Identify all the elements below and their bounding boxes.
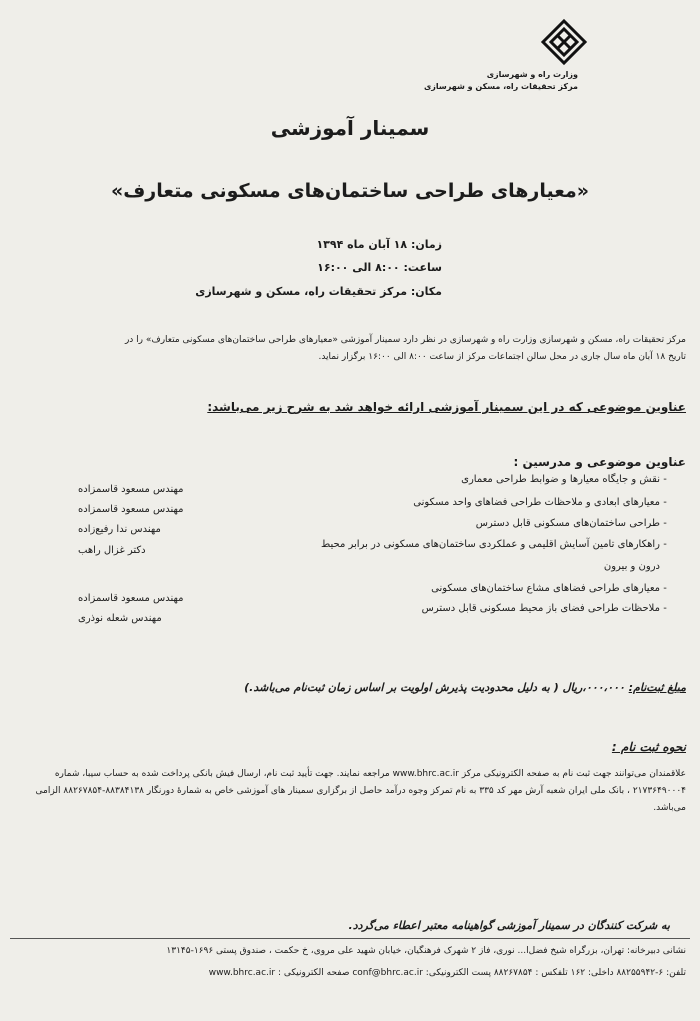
intro-line-2: تاریخ ۱۸ آبان ماه سال جاری در محل سالن اجتماعات مرکز از ساعت ۸:۰۰ الی ۱۶:۰۰ برگزار نماید. — [318, 352, 686, 362]
footer-divider — [10, 938, 690, 939]
topic-item: -معیارهای طراحی فضاهای مشاع ساختمان‌های مسکونی — [431, 583, 667, 594]
topic-item-continued: درون و بیرون — [603, 561, 660, 572]
lecturer-name: مهندس ندا رفیع‌زاده — [78, 524, 161, 535]
bhrc-logo-icon — [540, 18, 588, 66]
registration-line-3: می‌باشد. — [653, 803, 686, 813]
footer-address: نشانی دبیرخانه: تهران، بزرگراه شیخ فضل‌ا... نوری، فاز ۲ شهرک فرهنگیان، خیابان شهید علی مروی، خ حکمت ، صندوق پستی ۱۶۹۶-۱۳۱۴۵ — [166, 946, 686, 956]
topic-item: -راهکارهای تامین آسایش اقلیمی و عملکردی ساختمان‌های مسکونی در برابر محیط — [321, 539, 667, 550]
lecturer-name: دکتر غزال راهب — [78, 545, 146, 556]
seminar-subtitle: «معیارهای طراحی ساختمان‌های مسکونی متعارف» — [110, 180, 590, 202]
registration-line-1: علاقمندان می‌توانند جهت ثبت نام به صفحه الکترونیکی مرکز www.bhrc.ac.ir مراجعه نمایند. جهت تأیید ثبت نام، ارسال فیش بانکی پرداخت شده به حساب سیبا، شماره — [54, 769, 686, 779]
certificate-note: به شرکت کنندگان در سمینار آموزشی گواهینامه معتبر اعطاء می‌گردد. — [348, 919, 670, 932]
lecturer-name: مهندس شعله نوذری — [78, 613, 162, 624]
footer-contact: تلفن: ۶-۸۸۲۵۵۹۴۲ داخلی: ۱۶۲ تلفکس : ۸۸۲۶۷۸۵۴ پست الکترونیکی: conf@bhrc.ac.ir صفحه الکترونیکی : www.bhrc.ac.ir — [208, 968, 686, 978]
registration-paragraph — [8, 766, 686, 817]
seminar-place: مکان: مرکز تحقیقات راه، مسکن و شهرسازی — [195, 285, 442, 298]
ministry-name: وزارت راه و شهرسازی — [486, 70, 578, 79]
topics-heading: عناوین موضوعی که در این سمینار آموزشی ارائه خواهد شد به شرح زیر می‌باشد: — [207, 400, 686, 414]
topic-item: -ملاحظات طراحی فضای باز محیط مسکونی قابل دسترس — [421, 603, 667, 614]
page-title: سمینار آموزشی — [270, 116, 430, 140]
lecturer-name: مهندس مسعود قاسمزاده — [78, 504, 184, 515]
seminar-time: ساعت: ۸:۰۰ الی ۱۶:۰۰ — [317, 261, 442, 274]
topic-item: -معیارهای ابعادی و ملاحظات طراحی فضاهای واحد مسکونی — [413, 497, 667, 508]
topic-item: -طراحی ساختمان‌های مسکونی قابل دسترس — [475, 518, 667, 529]
center-name: مرکز تحقیقات راه، مسکن و شهرسازی — [423, 82, 578, 91]
seminar-date: زمان: ۱۸ آبان ماه ۱۳۹۴ — [316, 238, 442, 251]
registration-fee: مبلغ ثبت‌نام: ۰۰۰،۰۰۰،ریال ( به دلیل محدودیت پذیرش اولویت بر اساس زمان ثبت‌نام می‌باشد.) — [244, 681, 686, 694]
intro-paragraph — [10, 332, 686, 366]
registration-line-2: ۲۱۷۳۶۴۹۰۰۰۴ ، بانک ملی ایران شعبه آرش مهر کد ۳۳۵ به نام تمرکز وجوه درآمد حاصل از برگزاری سمینار های آموزشی خاص به شمارهٔ دورنگار ۸۸۳۸۴۱۳۸-۸۸۲۶۷۸۵۴ الزامی — [35, 786, 686, 796]
lecturer-name: مهندس مسعود قاسمزاده — [78, 593, 184, 604]
topics-subheading: عناوین موضوعی و مدرسین : — [513, 455, 686, 469]
topic-item: -نقش و جایگاه معیارها و ضوابط طراحی معماری — [461, 474, 667, 485]
lecturer-name: مهندس مسعود قاسمزاده — [78, 484, 184, 495]
intro-line-1: مرکز تحقیقات راه، مسکن و شهرسازی وزارت راه و شهرسازی در نظر دارد سمینار آموزشی «معیارهای طراحی ساختمان‌های مسکونی متعارف» را در — [124, 335, 686, 345]
registration-heading: نحوه ثبت نام : — [611, 740, 686, 754]
